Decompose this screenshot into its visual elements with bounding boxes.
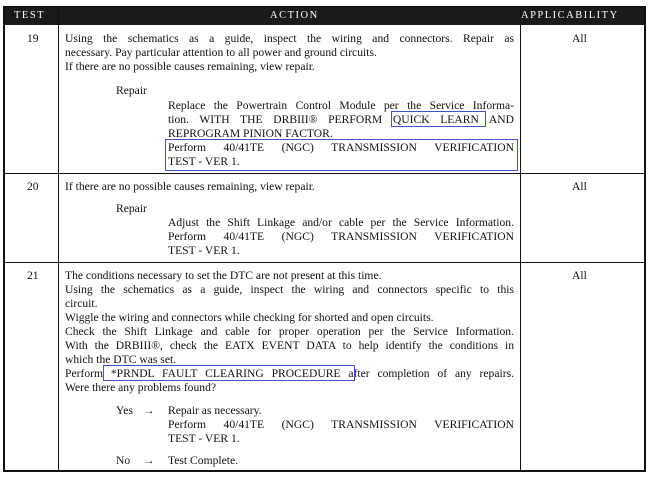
yes-text: TEST - VER 1. — [168, 432, 240, 445]
no-text: Test Complete. — [168, 454, 239, 467]
action-text: With the DRBIII®, check the EATX EVENT DATA to help identify the conditions in — [65, 339, 514, 352]
repair-text: Perform 40/41TE (NGC) TRANSMISSION VERIFICATION — [168, 141, 514, 154]
action-text: circuit. — [65, 297, 98, 310]
action-text: Check the Shift Linkage and cable for proper operation per the Service Information. — [65, 325, 514, 338]
test-number: 21 — [27, 269, 39, 282]
arrow-icon: → — [143, 404, 155, 417]
action-text: If there are no possible causes remaining, view repair. — [65, 180, 315, 193]
repair-text: TEST - VER 1. — [168, 155, 240, 168]
repair-text: TEST - VER 1. — [168, 244, 240, 257]
test-number: 20 — [27, 180, 39, 193]
action-text: Using the schematics as a guide, inspect the wiring and connectors specific to this — [65, 283, 514, 296]
applicability-value: All — [572, 32, 587, 45]
action-text: which the DTC was set. — [65, 353, 177, 366]
arrow-icon: → — [143, 454, 155, 467]
action-text: Using the schematics as a guide, inspect the wiring and connectors. Repair as — [65, 32, 514, 45]
column-divider — [520, 8, 521, 470]
yes-text: Perform 40/41TE (NGC) TRANSMISSION VERIFICATION — [168, 418, 514, 431]
quick-learn-link[interactable] — [391, 111, 486, 127]
row-divider — [5, 173, 644, 174]
repair-text: Perform 40/41TE (NGC) TRANSMISSION VERIFICATION — [168, 230, 514, 243]
header-applicability: APPLICABILITY — [521, 10, 619, 21]
column-divider — [58, 8, 59, 470]
applicability-value: All — [572, 180, 587, 193]
action-text: If there are no possible causes remaining, view repair. — [65, 60, 315, 73]
repair-label: Repair — [116, 84, 147, 97]
applicability-value: All — [572, 269, 587, 282]
action-text: Wiggle the wiring and connectors while checking for shorted and open circuits. — [65, 311, 434, 324]
action-text: Were there any problems found? — [65, 381, 217, 394]
repair-label: Repair — [116, 202, 147, 215]
action-text: Perform *PRNDL FAULT CLEARING PROCEDURE after completion of any repairs. — [65, 367, 514, 380]
row-divider — [5, 262, 644, 263]
repair-text: Replace the Powertrain Control Module per the Service Informa- — [168, 99, 514, 112]
verification-test-link[interactable] — [165, 139, 518, 171]
repair-text: REPROGRAM PINION FACTOR. — [168, 127, 333, 140]
yes-text: Repair as necessary. — [168, 404, 262, 417]
repair-text: tion. WITH THE DRBIII® PERFORM QUICK LEARN AND — [168, 113, 514, 126]
action-text: The conditions necessary to set the DTC are not present at this time. — [65, 269, 382, 282]
header-test: TEST — [14, 10, 46, 21]
yes-label: Yes — [116, 404, 133, 417]
prndl-fault-clearing-link[interactable] — [103, 365, 355, 381]
no-label: No — [116, 454, 131, 467]
header-action: ACTION — [270, 10, 319, 21]
test-number: 19 — [27, 32, 39, 45]
action-text: necessary. Pay particular attention to all power and ground circuits. — [65, 46, 377, 59]
diagnostic-table — [3, 6, 646, 472]
table-header — [5, 8, 644, 25]
repair-text: Adjust the Shift Linkage and/or cable per the Service Information. — [168, 216, 514, 229]
